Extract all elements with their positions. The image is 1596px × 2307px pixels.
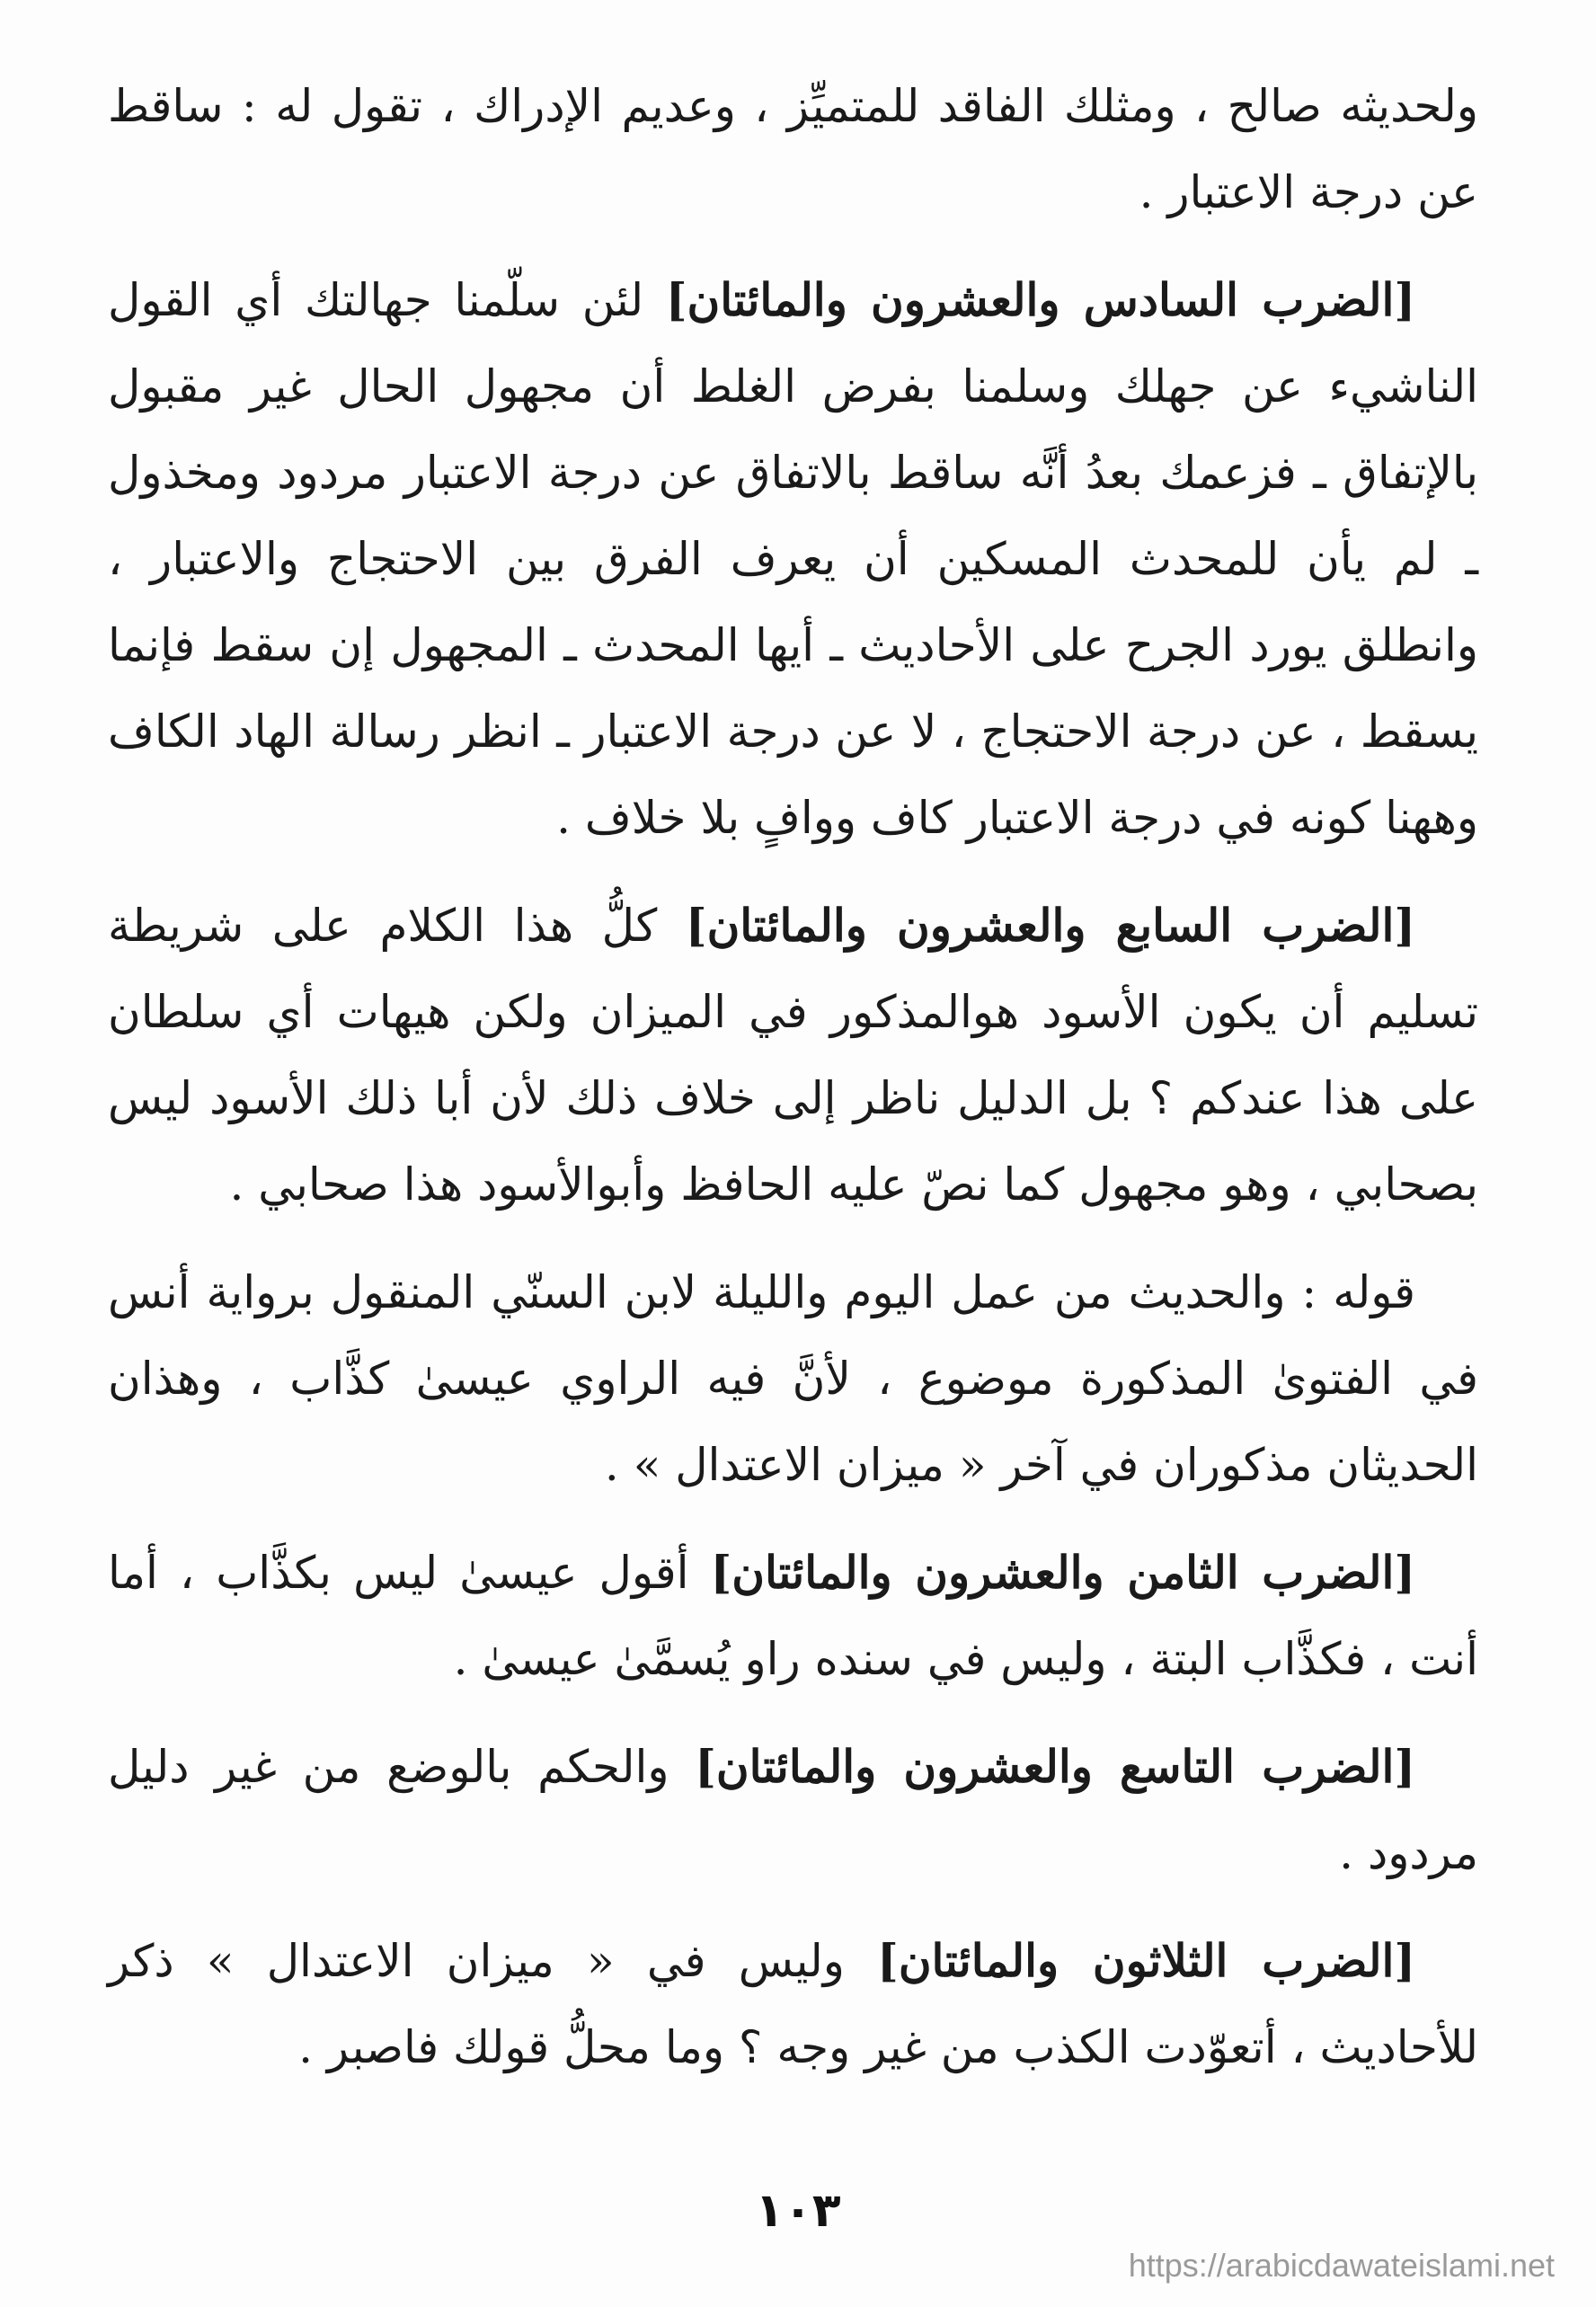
paragraph-label: [الضرب التاسع والعشرون والمائتان] [695,1740,1415,1793]
paragraph-text: ولحديثه صالح ، ومثلك الفاقد للمتميِّز ، وعديم الإدراك ، تقول له : ساقط عن درجة الاعتبار . [108,80,1478,218]
paragraph-2 [108,257,1478,861]
paragraph-1 [108,63,1478,235]
watermark-url: https://arabicdawateislami.net [1128,2247,1555,2284]
paragraph-text: كلُّ هذا الكلام على شريطة تسليم أن يكون الأسود هوالمذكور في الميزان ولكن هيهات أي سلطان على هذا عندكم ؟ بل الدليل ناظر إلى خلاف ذلك لأن أبا ذلك الأسود ليس بصحابي ، وهو مجهول كما نصّ عليه الحافظ وأبوالأسود هذا صحابي . [108,900,1478,1211]
body-text [108,63,1478,2112]
paragraph-label: [الضرب الثلاثون والمائتان] [877,1934,1415,1987]
paragraph-text: أقول عيسىٰ ليس بكذَّاب ، أما أنت ، فكذَّاب البتة ، وليس في سنده راو يُسمَّىٰ عيسىٰ . [108,1547,1478,1685]
paragraph-text: والحكم بالوضع من غير دليل مردود . [108,1741,1478,1879]
paragraph-text: قوله : والحديث من عمل اليوم والليلة لابن السنّي المنقول برواية أنس في الفتوىٰ المذكورة موضوع ، لأنَّ فيه الراوي عيسىٰ كذَّاب ، وهذان الحديثان مذكوران في آخر « ميزان الاعتدال » . [108,1266,1478,1491]
paragraph-label: [الضرب السادس والعشرون والمائتان] [665,273,1415,326]
paragraph-4 [108,1249,1478,1508]
paragraph-3 [108,883,1478,1228]
paragraph-label: [الضرب الثامن والعشرون والمائتان] [710,1546,1415,1599]
paragraph-6 [108,1724,1478,1896]
page-number: ١٠٣ [755,2184,841,2238]
paragraph-7 [108,1918,1478,2090]
paragraph-5 [108,1530,1478,1702]
paragraph-text: وليس في « ميزان الاعتدال » ذكر للأحاديث ، أتعوّدت الكذب من غير وجه ؟ وما محلُّ قولك فاصبر . [108,1935,1478,2073]
paragraph-label: [الضرب السابع والعشرون والمائتان] [685,899,1415,952]
paragraph-text: لئن سلّمنا جهالتك أي القول الناشيء عن جهلك وسلمنا بفرض الغلط أن مجهول الحال غير مقبول بالإتفاق ـ فزعمك بعدُ أنَّه ساقط بالاتفاق عن درجة الاعتبار مردود ومخذول ـ لم يأن للمحدث المسكين أن يعرف الفرق بين الاحتجاج والاعتبار ، وانطلق يورد الجرح على الأحاديث ـ أيها المحدث ـ المجهول إن سقط فإنما يسقط ، عن درجة الاحتجاج ، لا عن درجة الاعتبار ـ انظر رسالة الهاد الكاف وههنا كونه في درجة الاعتبار كاف ووافٍ بلا خلاف . [108,274,1478,844]
